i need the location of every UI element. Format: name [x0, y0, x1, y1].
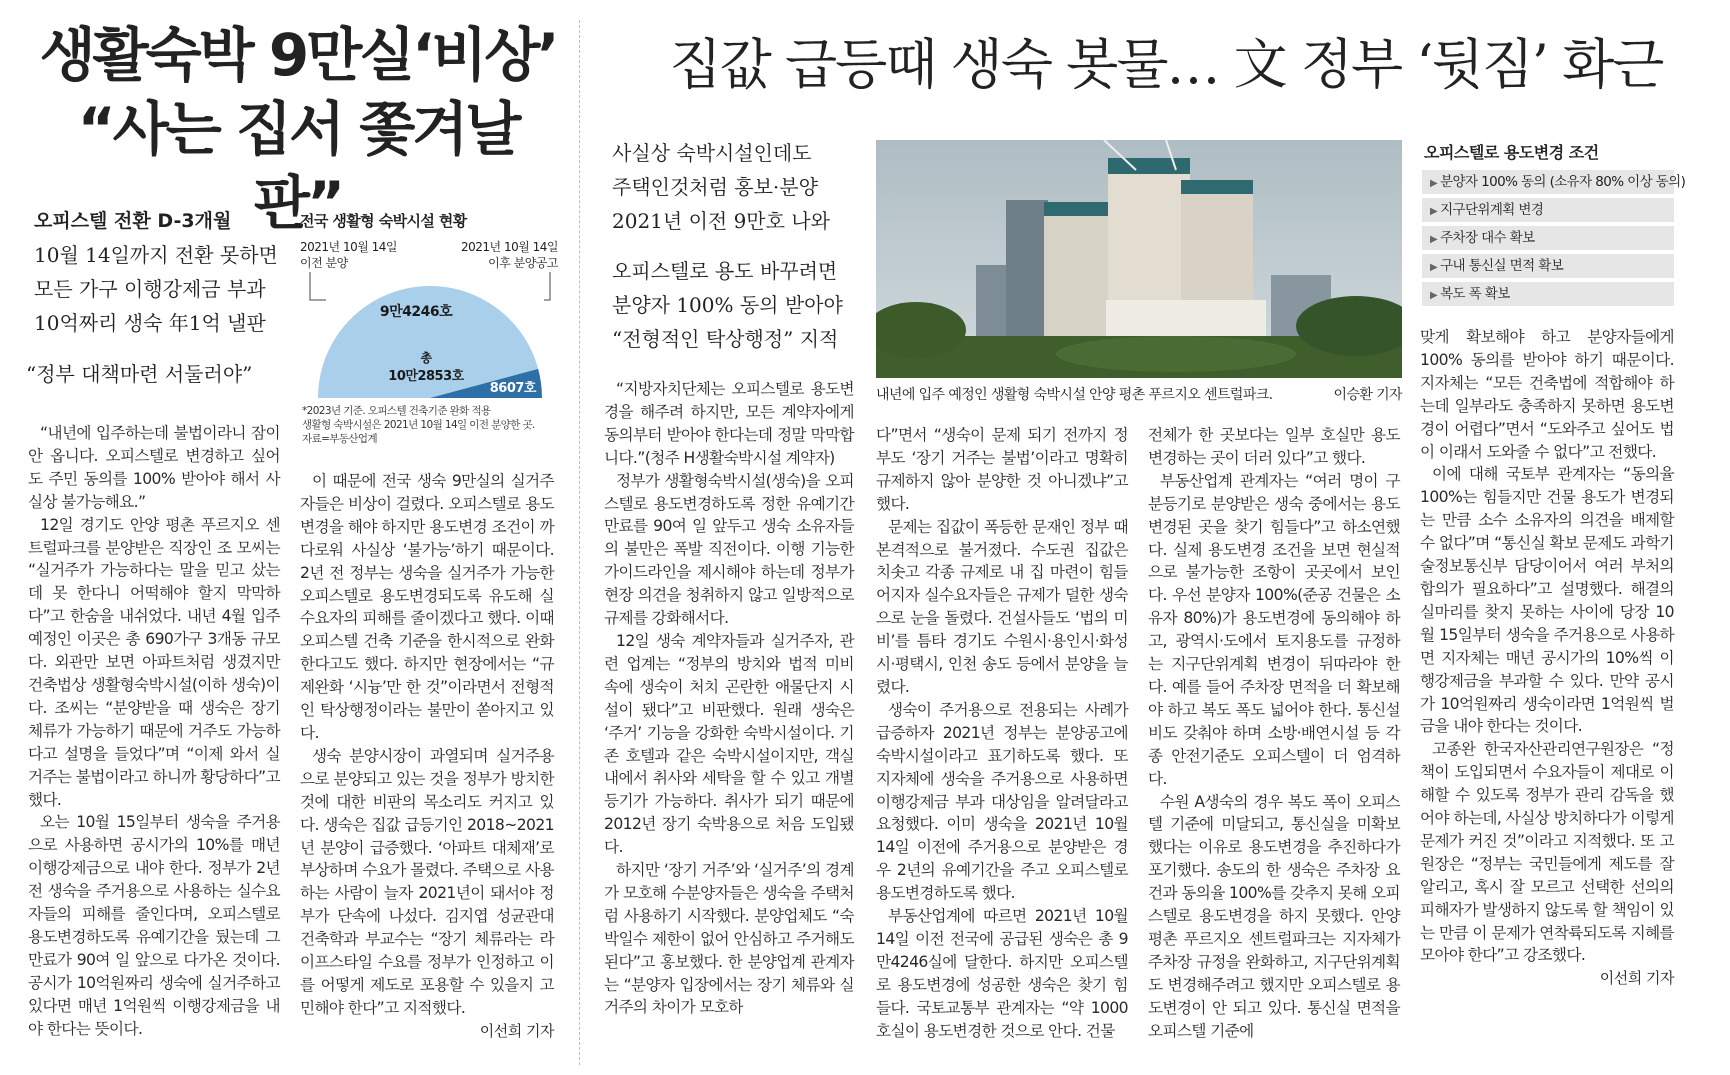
left-sub-title: 오피스텔 전환 D-3개월: [34, 210, 232, 232]
conditions-box-title: 오피스텔로 용도변경 조건: [1424, 143, 1599, 162]
paragraph: 정부가 생활형숙박시설(생숙)을 오피스텔로 용도변경하도록 정한 유예기간 만료를 90여 일 앞두고 생숙 소유자들의 불만은 폭발 직전이다. 이행 기능한 가이드라인을 제시해야 하는데 정부가 현장 의견을 청취하지 않고 일방적으로 규제를 강화해서다.: [604, 471, 854, 628]
left-sub-lines: [34, 238, 294, 340]
conditions-box: [1422, 170, 1686, 310]
paragraph: 생숙 분양시장이 과열되며 실거주용으로 분양되고 있는 것을 정부가 방치한 것에 대한 비판의 목소리도 커지고 있다. 생숙은 집값 급등기인 2018~2021년 분양이 급증했다. ‘아파트 대체재’로 부상하며 수요가 몰렸다. 주택으로 사용하는 사람이 늘자 2021년이 돼서야 정부가 단속에 나섰다. 김지엽 성균관대 건축학과 부교수는 “장기 체류라는 라이프스타일 수요를 정부가 인정하고 이를 어떻게 제도로 포용할 수 있을지 고민해야 한다”고 지적했다.: [300, 746, 554, 1017]
deck-line: 2021년 이전 9만호 나와: [612, 209, 830, 233]
right-headline: 집값 급등때 생숙 봇물… 文 정부 ‘뒷짐’ 화근: [669, 33, 1663, 96]
paragraph: “지방자치단체는 오피스텔로 용도변경을 해주려 하지만, 모든 계약자에게 동의부터 받아야 한다는데 정말 막막합니다.”(청주 H생활숙박시설 계약자): [604, 380, 854, 467]
paragraph: 전체가 한 곳보다는 일부 호실만 용도변경하는 곳이 더러 있다”고 했다.: [1148, 426, 1400, 467]
paragraph: 12일 생숙 계약자들과 실거주자, 관련 업계는 “정부의 방치와 법적 미비 속에 생숙이 처치 곤란한 애물단지 시설이 됐다”고 비판했다. 원래 생숙은 ‘주거’ 기능을 강화한 숙박시설이다. 기존 호텔과 같은 숙박시설이지만, 객실 내에서 취사와 세탁을 할 수 있고 개별등기가 가능하다. 취사가 되기 때문에 2012년 장기 숙박용으로 처음 도입됐다.: [604, 631, 854, 857]
triangle-icon: ▶: [1430, 206, 1438, 217]
building-photo: [876, 140, 1402, 378]
article-2-column-4: [1420, 326, 1674, 990]
deck-line: 분양자 100% 동의 받아야: [612, 293, 843, 317]
triangle-icon: ▶: [1430, 262, 1438, 273]
triangle-icon: ▶: [1430, 234, 1438, 245]
paragraph: 하지만 ‘장기 거주’와 ‘실거주’의 경계가 모호해 수분양자들은 생숙을 주택처럼 사용하기 시작했다. 분양업체도 “숙박일수 제한이 없어 안심하고 주거해도 된다”고 홍보했다. 한 분양업계 관계자는 “분양자 입장에서는 장기 체류와 실거주의 차이가 모호하: [604, 861, 854, 1017]
chart-left-label-line: 이전 분양: [300, 256, 348, 270]
condition-text: 구내 통신실 면적 확보: [1440, 258, 1564, 274]
paragraph: 오는 10월 15일부터 생숙을 주거용으로 사용하면 공시가의 10%를 매년 이행강제금으로 내야 한다. 정부가 2년 전 생숙을 주거용으로 사용하는 실수요자들의 피해를 줄인다며, 오피스텔로 용도변경하도록 유예기간을 뒀는데 그 만료가 90여 일 앞으로 다가온 것이다. 공시가 10억원짜리 생숙에 실거주하고 있다면 매년 1억원씩 이행강제금을 내야 한다는 뜻이다.: [28, 813, 280, 1038]
article-2-column-3: [1148, 424, 1400, 1042]
article-1-column-2: [300, 470, 554, 1043]
condition-item: [1422, 282, 1674, 306]
deck-line: 사실상 숙박시설인데도: [612, 141, 812, 165]
photo-caption-text: 내년에 입주 예정인 생활형 숙박시설 안양 평촌 푸르지오 센트럴파크.: [876, 387, 1273, 403]
triangle-icon: ▶: [1430, 290, 1438, 301]
chart-note-line: 자료=부동산업계: [302, 433, 377, 445]
chart-note-line: 생활형 숙박시설은 2021년 10월 14일 이전 분양한 곳.: [302, 419, 535, 431]
deck-line: “전형적인 탁상행정” 지적: [612, 327, 839, 351]
deck-line: 주택인것처럼 홍보·분양: [612, 175, 818, 199]
left-sub-line: 10월 14일까지 전환 못하면: [34, 243, 278, 267]
condition-text: 지구단위계획 변경: [1440, 202, 1544, 218]
chart-total-label: 총: [420, 351, 432, 365]
article-2-column-1: [604, 378, 854, 1019]
left-sub-line: 10억짜리 생숙 年1억 낼판: [34, 311, 266, 335]
chart-value-label-1: 9만4246호: [379, 304, 453, 320]
paragraph: 고종완 한국자산관리연구원장은 “정책이 도입되면서 수요자들이 제대로 이해할 수 있도록 정부가 관리 감독을 했어야 하는데, 사실상 방치하다가 이렇게 문제가 커진 것”이라고 지적했다. 또 고 원장은 “정부는 국민들에게 제도를 잘 알리고, 혹시 잘 모르고 선택한 선의의 피해자가 발생하지 않도록 할 책임이 있는 만큼 이 문제가 연착륙되도록 지혜를 모아야 한다”고 강조했다.: [1420, 740, 1674, 965]
paragraph: 문제는 집값이 폭등한 문재인 정부 때 본격적으로 불거졌다. 수도권 집값은 치솟고 각종 규제로 내 집 마련이 힘들어지자 실수요자들은 규제가 덜한 생숙으로 눈을 돌렸다. 건설사들도 ‘법의 미비’를 틈타 경기도 수원시·용인시·화성시·평택시, 인천 송도 등에서 분양을 늘렸다.: [876, 517, 1128, 696]
left-sub-quote: “정부 대책마련 서둘러야”: [26, 362, 253, 386]
article-1-column-1: [28, 422, 280, 1040]
chart-title: 전국 생활형 숙박시설 현황: [300, 212, 467, 230]
chart-left-label-line: 2021년 10월 14일: [300, 240, 397, 254]
chart-right-label-line: 2021년 10월 14일: [461, 240, 558, 254]
chart-value-label-2: 8607호: [489, 381, 536, 396]
byline: 이선희 기자: [479, 1021, 554, 1040]
condition-text: 분양자 100% 동의 (소유자 80% 이상 동의): [1440, 174, 1686, 190]
triangle-icon: ▶: [1430, 178, 1438, 189]
byline: 이선희 기자: [1599, 969, 1674, 988]
paragraph: 이에 대해 국토부 관계자는 “동의율 100%는 힘들지만 건물 용도가 변경되는 만큼 소수 소유자의 의견을 배제할 수 없다”며 “통신실 확보 문제도 과학기술정보통신부 담당이어서 여러 부처의 합의가 필요하다”고 설명했다. 해결의 실마리를 찾지 못하는 사이에 당장 10월 15일부터 생숙을 주거용으로 사용하면 지자체는 매년 공시가의 10%씩 이행강제금을 부과할 수 있다. 만약 공시가 10억원짜리 생숙이라면 1억원씩 벌금을 내야 한다는 것이다.: [1420, 465, 1674, 736]
left-headline-line-1: 생활숙박 9만실‘비상’: [39, 21, 557, 89]
condition-item: [1422, 198, 1674, 222]
building-photo-illustration: [876, 140, 1402, 378]
article-2-deck: [612, 136, 862, 356]
article-2-column-2: [876, 424, 1128, 1042]
chart-note: [302, 404, 535, 446]
condition-text: 복도 폭 확보: [1440, 286, 1510, 302]
paragraph: 맞게 확보해야 하고 분양자들에게 100% 동의를 받아야 하기 때문이다. 지자체는 “모든 건축법에 적합해야 하는데 일부라도 충족하지 못하면 용도변경이 어렵다”면서 “도와주고 싶어도 법이 이래서 도와줄 수 없다”고 전했다.: [1420, 328, 1674, 461]
left-sub-line: 모든 가구 이행강제금 부과: [34, 277, 266, 301]
chart-note-line: *2023년 기준. 오피스텔 건축기준 완화 적용: [302, 405, 491, 417]
condition-item: [1422, 170, 1686, 194]
paragraph: “내년에 입주하는데 불법이라니 잠이 안 옵니다. 오피스텔로 변경하고 싶어도 주민 동의를 100% 받아야 해서 사실상 불가능해요.”: [28, 424, 280, 511]
condition-item: [1422, 254, 1674, 278]
condition-text: 주차장 대수 확보: [1440, 230, 1535, 246]
chart-left-leader: [310, 272, 326, 300]
paragraph: 이 때문에 전국 생숙 9만실의 실거주자들은 비상이 걸렸다. 오피스텔로 용도변경을 해야 하지만 용도변경 조건이 까다로워 사실상 ‘불가능’하기 때문이다. 2년 전 정부는 생숙을 실거주가 가능한 오피스텔로 용도변경되도록 유도해 실수요자의 피해를 줄이겠다고 했다. 이때 오피스텔 건축 기준을 한시적으로 완화한다고도 했다. 하지만 현장에서는 “규제완화 ‘시늉’만 한 것”이라면서 전형적인 탁상행정이라는 불만이 쏟아지고 있다.: [300, 472, 554, 742]
chart-total-value: 10만2853호: [388, 369, 464, 384]
deck-line: 오피스텔로 용도 바꾸려면: [612, 259, 838, 283]
chart-right-label-line: 이후 분양공고: [488, 256, 558, 270]
column-divider: [579, 20, 580, 1065]
paragraph: 12일 경기도 안양 평촌 푸르지오 센트럴파크를 분양받은 직장인 조 모씨는 “실거주가 가능하다는 말을 믿고 샀는데 못 한다니 어떡해야 할지 막막하다”고 한숨을 내쉬었다. 내년 4월 입주 예정인 이곳은 총 690가구 3개동 규모다. 외관만 보면 아파트처럼 생겼지만 건축법상 생활형숙박시설(이하 생숙)이다. 조씨는 “분양받을 때 생숙은 장기 체류가 가능하기 때문에 거주도 가능하다고 설명을 들었다”며 “이제 와서 실거주는 불법이라고 하니까 황당하다”고 했다.: [28, 515, 280, 809]
paragraph: 생숙이 주거용으로 전용되는 사례가 급증하자 2021년 정부는 분양공고에 숙박시설이라고 표기하도록 했다. 또 지자체에 생숙을 주거용으로 사용하면 이행강제금 부과 대상임을 알려달라고 요청했다. 이미 생숙을 2021년 10월 14일 이전에 주거용으로 분양받은 경우 2년의 유예기간을 주고 오피스텔로 용도변경하도록 했다.: [876, 700, 1128, 903]
condition-item: [1422, 226, 1674, 250]
paragraph: 다”면서 “생숙이 문제 되기 전까지 정부도 ‘장기 거주는 불법’이라고 명확히 규제하지 않아 분양한 것 아니겠냐”고 했다.: [876, 426, 1128, 513]
paragraph: 부동산업계에 따르면 2021년 10월 14일 이전 전국에 공급된 생숙은 총 9만4246실에 달한다. 하지만 오피스텔로 용도변경에 성공한 생숙은 찾기 힘들다. 국토교통부 관계자는 “약 1000호실이 용도변경한 것으로 안다. 건물: [876, 907, 1128, 1040]
chart-right-leader: [544, 272, 550, 300]
paragraph: 수원 A생숙의 경우 복도 폭이 오피스텔 기준에 미달되고, 통신실을 미확보했다는 이유로 용도변경을 추진하다가 포기했다. 송도의 한 생숙은 주차장 요건과 동의율 100%를 갖추지 못해 오피스텔로 용도변경을 하지 못했다. 안양 평촌 푸르지오 센트럴파크는 지자체가 주차장 규정을 완화하고, 지구단위계획도 변경해주려고 했지만 오피스텔로 용도변경이 안 되고 있다. 통신실 면적을 오피스텔 기준에: [1148, 792, 1400, 1040]
photo-caption: [876, 384, 1402, 404]
facility-chart: [300, 210, 558, 450]
paragraph: 부동산업계 관계자는 “여러 명이 구분등기로 분양받은 생숙 중에서는 용도변경된 곳을 찾기 힘들다”고 하소연했다. 실제 용도변경 조건을 보면 현실적으로 불가능한 조항이 곳곳에서 보인다. 우선 분양자 100%(준공 건물은 소유자 80%)가 용도변경에 동의해야 하고, 광역시·도에서 토지용도를 규정하는 지구단위계획 변경이 뒤따라야 한다. 예를 들어 주차장 면적을 더 확보해야 하고 복도 폭도 넓어야 한다. 통신설비도 갖춰야 하며 소방·배연시설 등 각종 안전기준도 오피스텔이 더 엄격하다.: [1148, 471, 1400, 788]
left-headline-line-2: “사는 집서 쫓겨날 판”: [77, 95, 519, 237]
photo-credit: 이승환 기자: [1333, 387, 1402, 403]
